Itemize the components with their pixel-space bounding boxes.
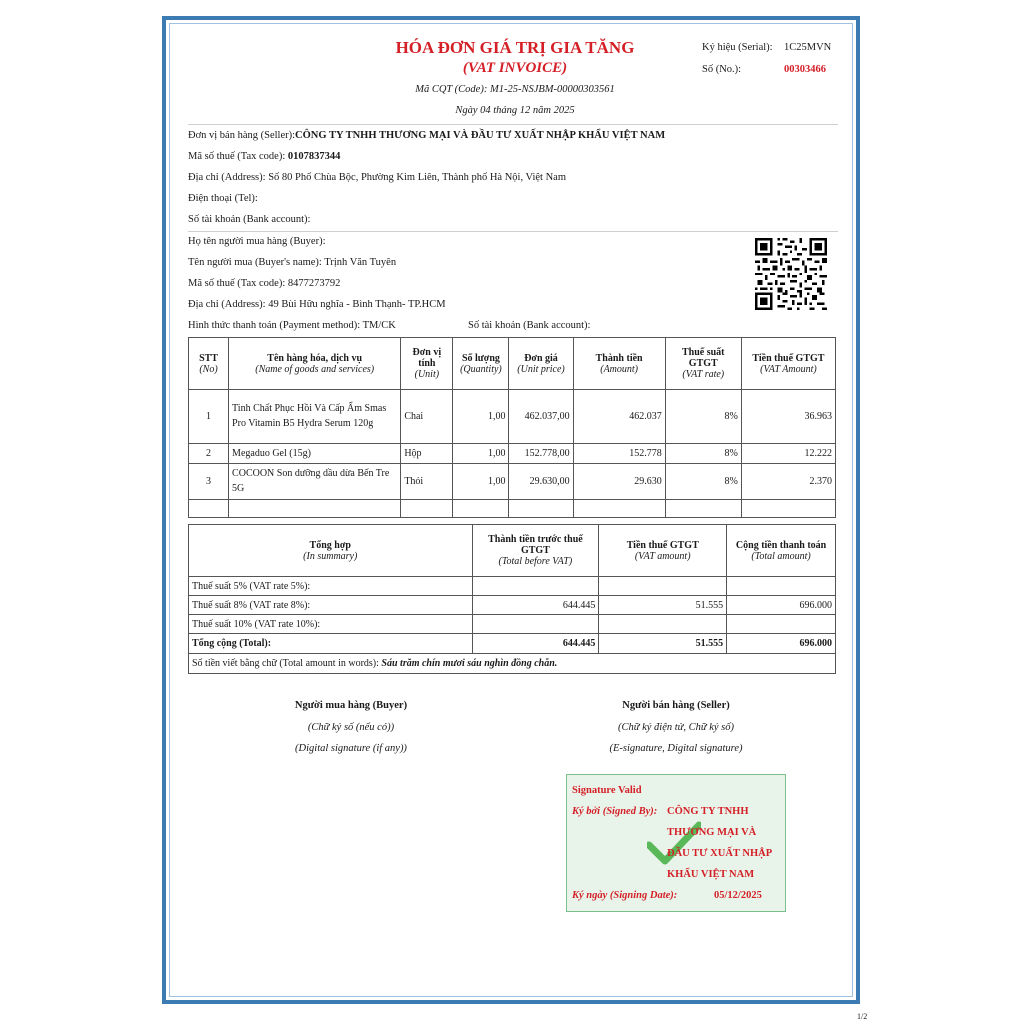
cell-price: 29.630,00	[509, 464, 573, 500]
seller-tax-label: Mã số thuế (Tax code):	[188, 151, 286, 162]
seller-bank-label: Số tài khoản (Bank account):	[188, 214, 311, 225]
col-header: Đơn giá (Unit price)	[509, 338, 573, 390]
col-header: Tiền thuế GTGT (VAT Amount)	[741, 338, 835, 390]
cell-amount: 29.630	[573, 464, 665, 500]
serial-label: Ký hiệu (Serial):	[702, 42, 773, 53]
seller-sign-title: Người bán hàng (Seller)	[622, 700, 730, 711]
buyer-payment-line	[188, 320, 396, 331]
col-header: STT (No)	[189, 338, 229, 390]
seller-address-label: Địa chỉ (Address):	[188, 172, 266, 183]
seller-address-line	[188, 172, 566, 183]
col-header: Thuế suất GTGT (VAT rate)	[665, 338, 741, 390]
cqt-code-label: Mã CQT (Code):	[415, 84, 488, 95]
invoice-no-label: Số (No.):	[702, 64, 742, 75]
words-label: Số tiền viết bằng chữ (Total amount in words):	[192, 658, 379, 669]
seller-sign-sub2: (E-signature, Digital signature)	[609, 743, 743, 754]
buyer-tax-line	[188, 278, 340, 289]
items-header-row	[189, 338, 836, 390]
cqt-code: M1-25-NSJBM-00000303561	[489, 84, 615, 95]
buyer-address: 49 Bùi Hữu nghĩa - Bình Thạnh- TP.HCM	[268, 299, 446, 310]
col-header: Tổng hợp (In summary)	[189, 525, 473, 577]
words-row	[189, 654, 836, 674]
invoice-page	[162, 16, 860, 1004]
cell-rate: 8%	[665, 444, 741, 464]
cell-unit: Chai	[401, 390, 453, 444]
summary-before	[472, 615, 599, 634]
total-label: Tổng cộng (Total):	[189, 634, 473, 654]
cell-no: 2	[189, 444, 229, 464]
cell-unit: Hộp	[401, 444, 453, 464]
col-header: Thành tiền trước thuế GTGT (Total before VAT)	[472, 525, 599, 577]
col-header: Đơn vị tính (Unit)	[401, 338, 453, 390]
col-header: Thành tiền (Amount)	[573, 338, 665, 390]
cell-unit: Thỏi	[401, 464, 453, 500]
table-row	[189, 615, 836, 634]
summary-label: Thuế suất 5% (VAT rate 5%):	[189, 577, 473, 596]
cell-qty: 1,00	[453, 390, 509, 444]
qr-code-icon	[755, 238, 827, 310]
cell-rate: 8%	[665, 390, 741, 444]
cell-vat: 12.222	[741, 444, 835, 464]
summary-vat: 51.555	[599, 596, 727, 615]
signed-by-line: THƯƠNG MẠI VÀ	[667, 827, 757, 838]
cell-price: 152.778,00	[509, 444, 573, 464]
buyer-name: Trịnh Văn Tuyên	[324, 257, 397, 268]
cell-no: 3	[189, 464, 229, 500]
cell-price: 462.037,00	[509, 390, 573, 444]
table-row	[189, 577, 836, 596]
summary-label: Thuế suất 8% (VAT rate 8%):	[189, 596, 473, 615]
seller-tax: 0107837344	[287, 151, 341, 162]
signed-by-line: CÔNG TY TNHH	[667, 806, 749, 817]
cell-qty: 1,00	[453, 444, 509, 464]
summary-before	[472, 577, 599, 596]
summary-total	[727, 577, 836, 596]
summary-label: Thuế suất 10% (VAT rate 10%):	[189, 615, 473, 634]
cell-vat: 36.963	[741, 390, 835, 444]
buyer-bank-label: Số tài khoản (Bank account):	[468, 320, 591, 331]
divider	[188, 231, 838, 232]
items-table	[188, 337, 836, 518]
col-header: Cộng tiền thanh toán (Total amount)	[727, 525, 836, 577]
amount-in-words	[189, 654, 836, 674]
cell-qty: 1,00	[453, 464, 509, 500]
col-header: Tên hàng hóa, dịch vụ (Name of goods and services)	[229, 338, 401, 390]
summary-total: 696.000	[727, 596, 836, 615]
buyer-name-label: Tên người mua (Buyer's name):	[188, 257, 322, 268]
col-header: Tiền thuế GTGT (VAT amount)	[599, 525, 727, 577]
signature-valid-label: Signature Valid	[572, 785, 642, 796]
seller-unit-line	[188, 130, 665, 141]
cell-name: Megaduo Gel (15g)	[229, 444, 401, 464]
buyer-fullname-label: Họ tên người mua hàng (Buyer):	[188, 236, 326, 247]
summary-total	[727, 615, 836, 634]
cell-no: 1	[189, 390, 229, 444]
cell-name: Tinh Chất Phục Hồi Và Cấp Ẩm Smas Pro Vitamin B5 Hydra Serum 120g	[229, 390, 401, 444]
table-row	[189, 444, 836, 464]
buyer-address-label: Địa chỉ (Address):	[188, 299, 266, 310]
buyer-sign-sub1: (Chữ ký số (nếu có))	[307, 722, 395, 733]
cell-rate: 8%	[665, 464, 741, 500]
signed-by-line: KHẨU VIỆT NAM	[667, 869, 755, 880]
signing-date-label: Ký ngày (Signing Date):	[572, 890, 678, 901]
table-row	[189, 464, 836, 500]
summary-vat	[599, 577, 727, 596]
cell-name: COCOON Son dưỡng dầu dừa Bến Tre 5G	[229, 464, 401, 500]
signature-valid-box	[566, 774, 786, 912]
cqt-code-line	[166, 84, 864, 95]
invoice-title-en: (VAT INVOICE)	[462, 60, 568, 76]
summary-table	[188, 524, 836, 674]
cell-amount: 152.778	[573, 444, 665, 464]
total-before: 644.445	[472, 634, 599, 654]
divider	[188, 124, 838, 125]
seller-tax-line	[188, 151, 340, 162]
seller-sign-sub1: (Chữ ký điện tử, Chữ ký số)	[617, 722, 735, 733]
table-row	[189, 390, 836, 444]
total-amount: 696.000	[727, 634, 836, 654]
buyer-payment-label: Hình thức thanh toán (Payment method):	[188, 320, 361, 331]
table-row	[189, 596, 836, 615]
buyer-tax-label: Mã số thuế (Tax code):	[188, 278, 286, 289]
summary-before: 644.445	[472, 596, 599, 615]
invoice-no: 00303466	[784, 64, 826, 75]
page-number: 1/2	[857, 1012, 868, 1021]
serial-value: 1C25MVN	[784, 42, 832, 53]
table-row-empty	[189, 500, 836, 518]
buyer-tax: 8477273792	[287, 278, 341, 289]
seller-unit: CÔNG TY TNHH THƯƠNG MẠI VÀ ĐẦU TƯ XUẤT NHẬP KHẨU VIỆT NAM	[295, 130, 666, 141]
signing-date: 05/12/2025	[714, 890, 762, 901]
words-value: Sáu trăm chín mươi sáu nghìn đồng chẵn.	[381, 658, 558, 669]
col-header: Số lượng (Quantity)	[453, 338, 509, 390]
buyer-payment: TM/CK	[362, 320, 396, 331]
cell-amount: 462.037	[573, 390, 665, 444]
total-row	[189, 634, 836, 654]
buyer-sign-sub2: (Digital signature (if any))	[295, 743, 407, 754]
invoice-title: HÓA ĐƠN GIÁ TRỊ GIA TĂNG	[395, 38, 635, 57]
signed-by-line: ĐẦU TƯ XUẤT NHẬP	[667, 848, 773, 859]
summary-header-row	[189, 525, 836, 577]
buyer-sign-title: Người mua hàng (Buyer)	[294, 700, 408, 711]
seller-address: Số 80 Phố Chùa Bộc, Phường Kim Liên, Thành phố Hà Nội, Việt Nam	[268, 172, 566, 183]
summary-vat	[599, 615, 727, 634]
signed-by-label: Ký bởi (Signed By):	[572, 806, 658, 817]
seller-unit-label: Đơn vị bán hàng (Seller):	[188, 130, 296, 141]
buyer-address-line	[188, 299, 446, 310]
buyer-name-line	[188, 257, 396, 268]
total-vat: 51.555	[599, 634, 727, 654]
seller-tel-label: Điện thoại (Tel):	[188, 193, 258, 204]
cell-vat: 2.370	[741, 464, 835, 500]
invoice-date: Ngày 04 tháng 12 năm 2025	[455, 105, 575, 116]
